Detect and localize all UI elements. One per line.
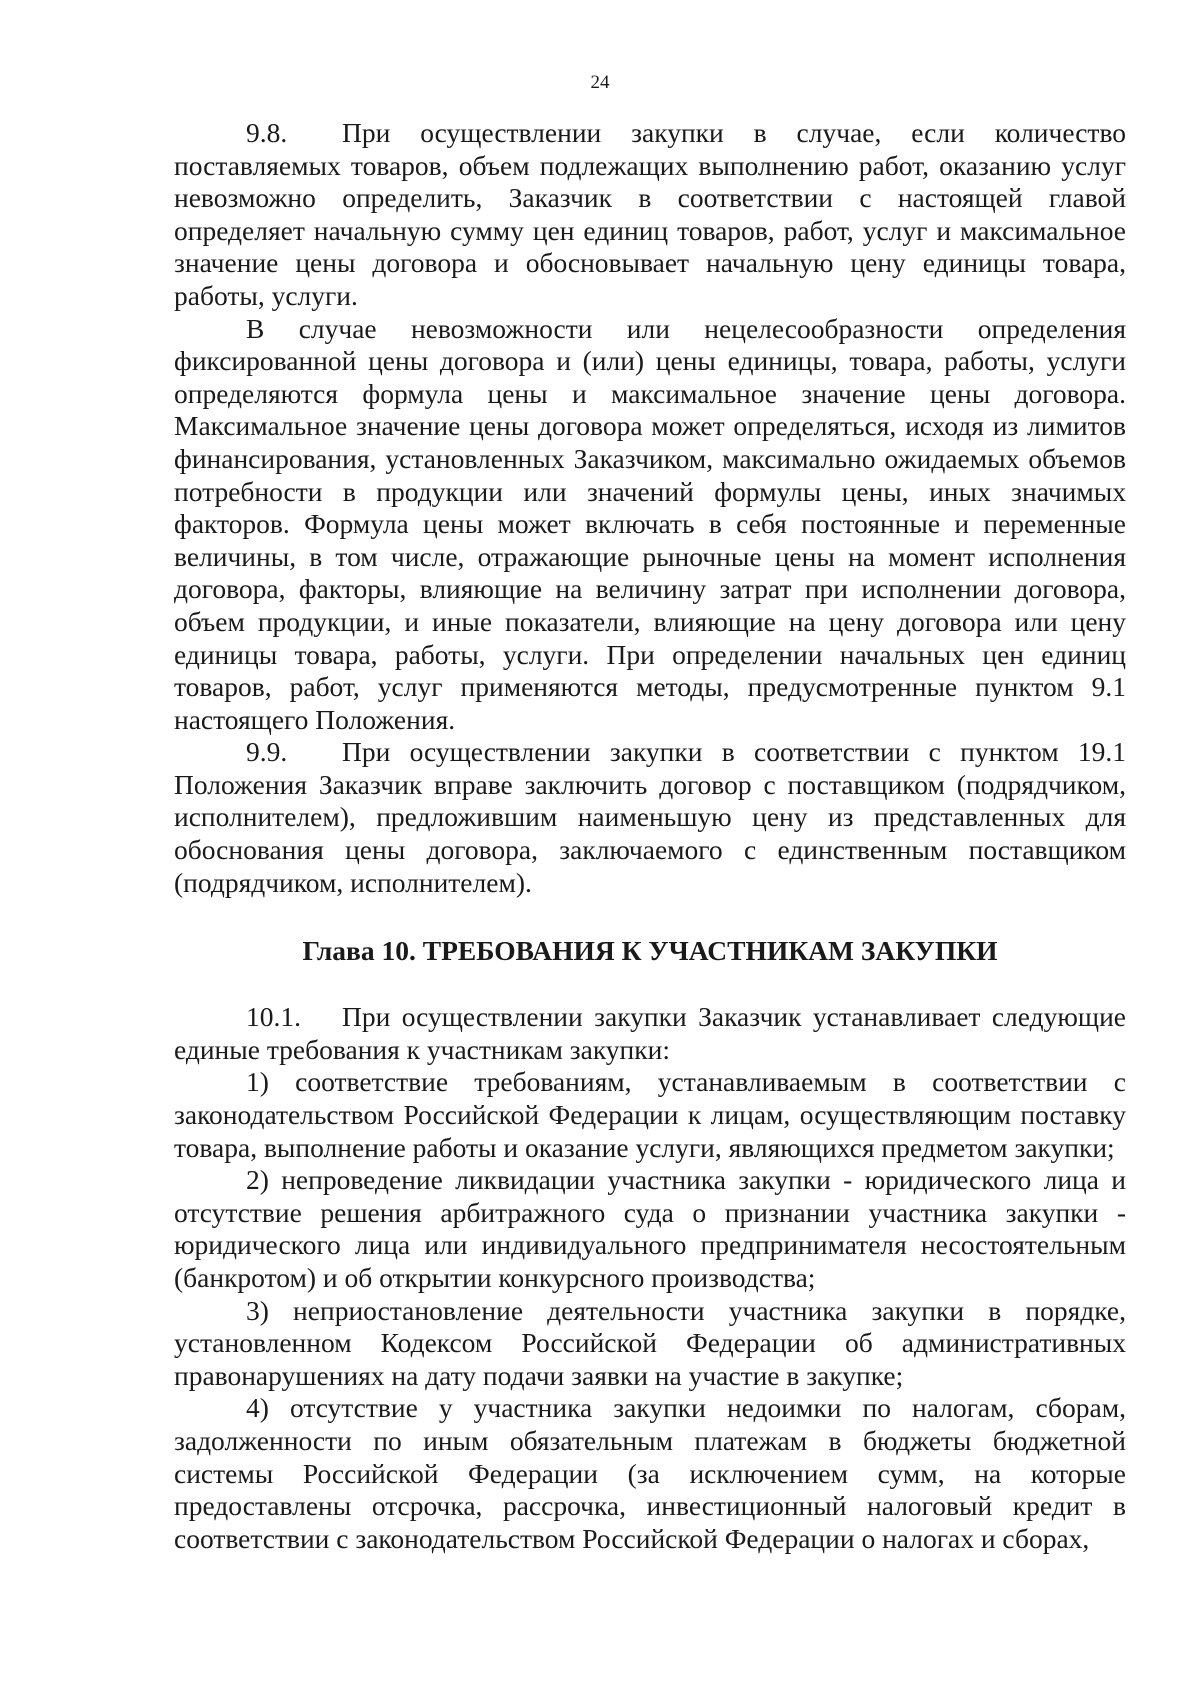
- paragraph-9-8-continued: [174, 313, 1126, 737]
- clause-number: 9.8.: [246, 117, 288, 148]
- paragraph-text: 1) соответствие требованиям, устанавливаемым в соответствии с законодательством Российской Федерации к лицам, осуществляющим поставку товара, выполнение работы и оказание услуги, являющихся предметом закупки;: [174, 1066, 1126, 1163]
- paragraph-text: 2) непроведение ликвидации участника закупки - юридического лица и отсутствие решения арбитражного суда о признании участника закупки - юридического лица или индивидуального предпринимателя несостоятельным (банкротом) и об открытии конкурсного производства;: [174, 1164, 1126, 1293]
- paragraph-text: 4) отсутствие у участника закупки недоимки по налогам, сборам, задолженности по иным обязательным платежам в бюджеты бюджетной системы Российской Федерации (за исключением сумм, на которые предоставлены отсрочка, рассрочка, инвестиционный налоговый кредит в соответствии с законодательством Российской Федерации о налогах и сборах,: [174, 1392, 1126, 1554]
- document-body: [174, 117, 1126, 1555]
- clause-number: 9.9.: [246, 736, 288, 768]
- list-item-1: [174, 1066, 1126, 1164]
- paragraph-9-9: [174, 736, 1126, 899]
- paragraph-text: При осуществлении закупки в случае, если количество поставляемых товаров, объем подлежащих выполнению работ, оказанию услуг невозможно определить, Заказчик в соответствии с настоящей главой определяет начальную сумму цен единиц товаров, работ, услуг и максимальное значение цены договора и обосновывает начальную цену единицы товара, работы, услуги.: [174, 117, 1126, 311]
- page-number: 24: [590, 72, 610, 93]
- paragraph-text: В случае невозможности или нецелесообразности определения фиксированной цены договора и (или) цены единицы, товара, работы, услуги определяются формула цены и максимальное значение цены договора. Максимальное значение цены договора может определяться, исходя из лимитов финансирования, установленных Заказчиком, максимально ожидаемых объемов потребности в продукции или значений формулы цены, иных значимых факторов. Формула цены может включать в себя постоянные и переменные величины, в том числе, отражающие рыночные цены на момент исполнения договора, факторы, влияющие на величину затрат при исполнении договора, объем продукции, и иные показатели, влияющие на цену договора или цену единицы товара, работы, услуги. При определении начальных цен единиц товаров, работ, услуг применяются методы, предусмотренные пунктом 9.1 настоящего Положения.: [174, 312, 1126, 735]
- list-item-4: [174, 1392, 1126, 1555]
- clause-number: 10.1.: [246, 1001, 301, 1033]
- paragraph-text: 3) неприостановление деятельности участника закупки в порядке, установленном Кодексом Российской Федерации об административных правонарушениях на дату подачи заявки на участие в закупке;: [174, 1294, 1126, 1391]
- paragraph-9-8: [174, 117, 1126, 313]
- paragraph-text: При осуществлении закупки Заказчик устанавливает следующие единые требования к участникам закупки:: [174, 1001, 1126, 1065]
- chapter-heading: Глава 10. ТРЕБОВАНИЯ К УЧАСТНИКАМ ЗАКУПКИ: [302, 935, 998, 967]
- list-item-3: [174, 1295, 1126, 1393]
- list-item-2: [174, 1164, 1126, 1294]
- paragraph-text: При осуществлении закупки в соответствии с пунктом 19.1 Положения Заказчик вправе заключить договор с поставщиком (подрядчиком, исполнителем), предложившим наименьшую цену из представленных для обоснования цены договора, заключаемого с единственным поставщиком (подрядчиком, исполнителем).: [174, 736, 1126, 898]
- paragraph-10-1: [174, 1001, 1126, 1066]
